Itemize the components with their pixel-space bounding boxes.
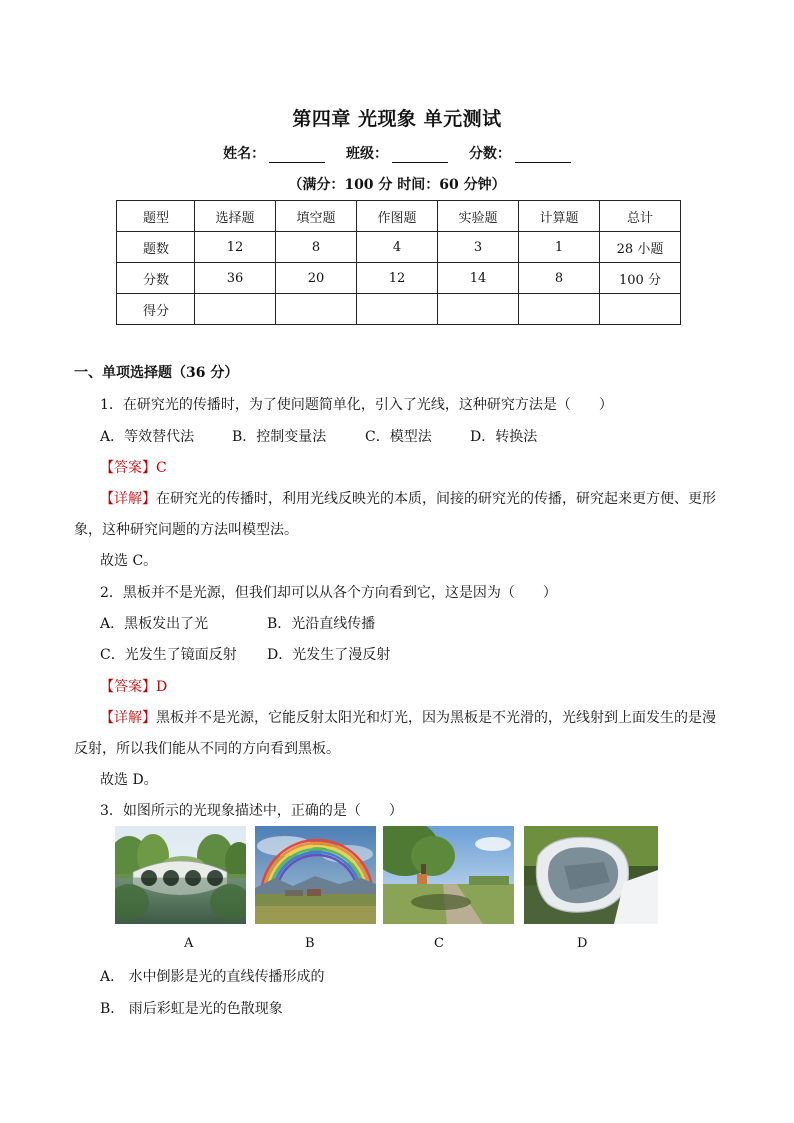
q2-detail-tag: 【详解】 (100, 710, 156, 726)
q3-image-label-d: D (577, 936, 588, 951)
score-table (116, 200, 681, 325)
q2-detail-line2: 反射，所以我们能从不同的方向看到黑板。 (74, 741, 340, 757)
q2-detail-text1: 黑板并不是光源，它能反射太阳光和灯光，因为黑板是不光滑的，光线射到上面发生的是漫 (156, 710, 716, 726)
class-label: 班级： (346, 146, 388, 162)
score-table-row-header: 题型 (117, 201, 195, 232)
score-table-cell: 8 (276, 232, 357, 263)
q1-detail-text1: 在研究光的传播时，利用光线反映光的本质，间接的研究光的传播，研究起来更方便、更形 (156, 491, 716, 507)
student-info-line (0, 143, 794, 163)
score-blank[interactable] (515, 148, 571, 163)
score-table-row (117, 201, 681, 232)
score-table-cell: 4 (357, 232, 438, 263)
score-table-row (117, 294, 681, 325)
q3-image-b-rainbow (255, 826, 376, 924)
q1-option-a[interactable]: A．等效替代法 (100, 429, 195, 445)
q3-image-c-tree-shadow (383, 826, 514, 924)
score-table-cell: 100 分 (600, 263, 681, 294)
score-table-cell[interactable] (276, 294, 357, 325)
q1-conclusion: 故选 C。 (100, 553, 158, 569)
q1-answer-tag: 【答案】 (100, 460, 156, 476)
score-table-cell: 填空题 (276, 201, 357, 232)
score-table-cell: 总计 (600, 201, 681, 232)
q1-detail-line2: 象，这种研究问题的方法叫模型法。 (74, 522, 298, 538)
score-table-row (117, 263, 681, 294)
q2-answer (100, 676, 167, 696)
q2-options-row1 (100, 613, 375, 633)
q1-answer (100, 457, 167, 477)
score-label: 分数： (468, 146, 511, 162)
exam-meta: （满分：100 分 时间：60 分钟） (288, 177, 506, 193)
q1-answer-value: C (156, 460, 167, 476)
score-table-cell: 12 (357, 263, 438, 294)
q3-image-a-bridge-reflection (115, 826, 246, 924)
q2-stem: 2．黑板并不是光源，但我们却可以从各个方向看到它，这是因为（ ） (100, 585, 557, 601)
score-table-cell: 3 (438, 232, 519, 263)
q2-option-b[interactable]: B．光沿直线传播 (267, 616, 376, 632)
score-table-row-header: 题数 (117, 232, 195, 263)
score-table-cell: 14 (438, 263, 519, 294)
q3-image-label-b: B (305, 936, 315, 951)
q1-option-d[interactable]: D．转换法 (470, 429, 538, 445)
name-blank[interactable] (269, 148, 325, 163)
q1-options (100, 426, 537, 446)
score-table-cell: 实验题 (438, 201, 519, 232)
score-table-cell[interactable] (438, 294, 519, 325)
q2-option-c[interactable]: C．光发生了镜面反射 (100, 647, 237, 663)
q2-conclusion: 故选 D。 (100, 772, 158, 788)
score-table-cell[interactable] (600, 294, 681, 325)
score-table-cell[interactable] (519, 294, 600, 325)
score-table-cell[interactable] (357, 294, 438, 325)
name-label: 姓名： (223, 146, 266, 162)
score-table-cell: 12 (195, 232, 276, 263)
class-blank[interactable] (392, 148, 448, 163)
score-table-cell: 选择题 (195, 201, 276, 232)
score-table-cell: 作图题 (357, 201, 438, 232)
q2-option-a[interactable]: A．黑板发出了光 (100, 616, 209, 632)
score-table-cell: 20 (276, 263, 357, 294)
score-table-cell: 28 小题 (600, 232, 681, 263)
q3-stem: 3．如图所示的光现象描述中，正确的是（ ） (100, 803, 403, 819)
section-heading: 一、单项选择题（36 分） (74, 365, 239, 381)
q1-option-b[interactable]: B．控制变量法 (232, 429, 327, 445)
q1-detail-tag: 【详解】 (100, 491, 156, 507)
score-table-row-header: 得分 (117, 294, 195, 325)
score-table-row (117, 232, 681, 263)
q3-image-label-a: A (184, 936, 194, 951)
q3-image-label-c: C (434, 936, 444, 951)
q2-answer-value: D (156, 679, 168, 695)
q2-answer-tag: 【答案】 (100, 679, 156, 695)
q2-detail-line1 (100, 707, 716, 727)
score-table-row-header: 分数 (117, 263, 195, 294)
q1-stem: 1．在研究光的传播时，为了使问题简单化，引入了光线，这种研究方法是（ ） (100, 397, 613, 413)
q2-option-d[interactable]: D．光发生了漫反射 (267, 647, 391, 663)
q1-detail-line1 (100, 488, 716, 508)
page-title: 第四章 光现象 单元测试 (292, 108, 502, 130)
q3-option-a[interactable]: A． 水中倒影是光的直线传播形成的 (100, 969, 325, 985)
score-table-cell[interactable] (195, 294, 276, 325)
score-table-cell: 1 (519, 232, 600, 263)
q1-option-c[interactable]: C．模型法 (365, 429, 432, 445)
score-table-cell: 8 (519, 263, 600, 294)
q3-image-d-car-mirror (524, 826, 658, 924)
score-table-cell: 36 (195, 263, 276, 294)
q3-option-b[interactable]: B． 雨后彩虹是光的色散现象 (100, 1001, 283, 1017)
q2-options-row2 (100, 644, 390, 664)
score-table-cell: 计算题 (519, 201, 600, 232)
